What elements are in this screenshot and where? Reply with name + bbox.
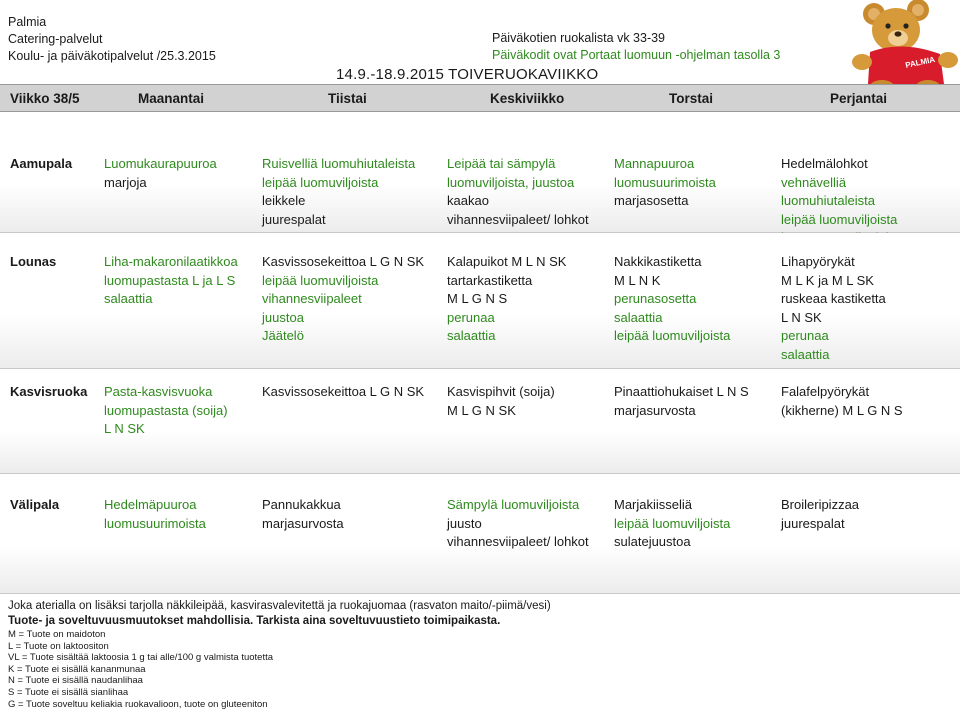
day-wednesday: Keskiviikko — [490, 91, 565, 106]
menu-item: ruskeaa kastiketta — [781, 291, 886, 306]
menu-item: salaattia — [104, 291, 153, 306]
cell-wednesday — [447, 383, 555, 420]
menu-item: M L K ja M L SK — [781, 272, 874, 288]
service-name: Catering-palvelut — [8, 32, 103, 46]
week-number: Viikko 38/5 — [10, 91, 80, 106]
menu-subtitle: Päiväkodit ovat Portaat luomuun -ohjelman tasolla 3 — [492, 48, 781, 62]
menu-item: luomusuurimoista — [104, 515, 206, 531]
menu-item: salaattia — [447, 328, 496, 343]
legend-item: M = Tuote on maidoton — [8, 629, 106, 640]
menu-item: M L G N SK — [447, 402, 516, 418]
menu-item: juustoa — [262, 309, 304, 325]
menu-item: Hedelmäpuuroa — [104, 497, 197, 512]
cell-thursday — [614, 496, 730, 552]
cell-tuesday — [262, 383, 424, 402]
cell-friday — [781, 383, 903, 420]
day-thursday: Torstai — [669, 91, 714, 106]
footer-disclaimer: Tuote- ja soveltuvuusmuutokset mahdollisia. Tarkista aina soveltuvuustieto toimipaikasta. — [8, 614, 501, 627]
day-tuesday: Tiistai — [328, 91, 367, 106]
menu-item: luomuhiutaleista — [781, 193, 875, 208]
menu-item: Liha-makaronilaatikkoa — [104, 254, 238, 269]
menu-item: vihannesviipaleet/ lohkot — [447, 534, 589, 549]
day-monday: Maanantai — [138, 91, 205, 106]
legend-item: N = Tuote ei sisällä naudanlihaa — [8, 675, 143, 687]
menu-item: luomupastasta (soija) — [104, 402, 228, 418]
menu-item: leikkele — [262, 193, 306, 208]
menu-item: Nakkikastiketta — [614, 254, 702, 269]
meal-label: Aamupala — [10, 156, 73, 171]
meal-row-kasvisruoka — [0, 369, 960, 474]
cell-monday — [104, 496, 206, 533]
cell-thursday — [614, 155, 716, 211]
week-title: 14.9.-18.9.2015 TOIVERUOKAVIIKKO — [336, 66, 599, 83]
legend-item: VL = Tuote sisältää laktoosia 1 g tai alle/100 g valmista tuotetta — [8, 652, 274, 664]
meal-label: Lounas — [10, 254, 57, 269]
cell-tuesday — [262, 253, 424, 346]
cell-monday — [104, 383, 228, 439]
department-date: Koulu- ja päiväkotipalvelut /25.3.2015 — [8, 49, 216, 63]
menu-item: Hedelmälohkot — [781, 156, 868, 171]
menu-item: Jäätelö — [262, 328, 304, 343]
cell-wednesday — [447, 253, 566, 346]
legend-item: K = Tuote ei sisällä kananmunaa — [8, 663, 146, 675]
menu-item: marjasosetta — [614, 193, 689, 208]
company-name: Palmia — [8, 15, 47, 29]
cell-tuesday — [262, 496, 344, 533]
meal-row-aamupala — [0, 112, 960, 233]
cell-wednesday — [447, 496, 589, 552]
menu-item: marjasurvosta — [614, 402, 696, 418]
menu-item: leipää luomuviljoista — [614, 515, 731, 531]
menu-item: M L G N S — [447, 291, 508, 306]
menu-item: Kalapuikot M L N SK — [447, 254, 567, 269]
menu-title: Päiväkotien ruokalista vk 33-39 — [492, 31, 666, 45]
menu-item: Luomukaurapuuroa — [104, 156, 217, 171]
menu-item: salaattia — [614, 309, 663, 325]
menu-item: Falafelpyörykät — [781, 384, 870, 399]
teddy-bear-logo — [844, 0, 960, 96]
menu-item: vihannesviipaleet — [262, 291, 362, 306]
cell-friday — [781, 496, 859, 533]
menu-item: salaattia — [781, 346, 830, 362]
menu-item: Ruisvelliä luomuhiutaleista — [262, 156, 416, 171]
menu-item: Mannapuuroa — [614, 156, 695, 171]
menu-table — [0, 84, 960, 594]
cell-thursday — [614, 383, 749, 420]
cell-tuesday — [262, 155, 415, 229]
menu-item: luomupastasta L ja L S — [104, 272, 236, 288]
logo-text: PALMIA — [904, 54, 936, 70]
legend-item: L = Tuote on laktoositon — [8, 640, 109, 652]
menu-item: sulatejuustoa — [614, 534, 691, 549]
menu-item: Broileripizzaa — [781, 497, 860, 512]
menu-item: Pannukakkua — [262, 497, 341, 512]
menu-item: juusto — [447, 515, 482, 531]
menu-item: Marjakiisseliä — [614, 497, 693, 512]
menu-item: Lihapyörykät — [781, 254, 855, 269]
menu-item: marjoja — [104, 174, 147, 190]
legend-item: G = Tuote soveltuu keliakia ruokavalioon, tuote on gluteeniton — [8, 698, 268, 710]
day-header-row — [0, 84, 960, 112]
cell-wednesday — [447, 155, 589, 229]
menu-item: Pinaattiohukaiset L N S — [614, 384, 749, 399]
header-left — [8, 14, 216, 65]
menu-item: L N SK — [104, 421, 145, 436]
menu-item: Kasvissosekeittoa L G N SK — [262, 254, 425, 269]
menu-item: kaakao — [447, 193, 489, 208]
menu-item: L N SK — [781, 309, 822, 325]
menu-item: leipää luomuviljoista — [781, 211, 898, 227]
footer-meal-extras: Joka aterialla on lisäksi tarjolla näkkileipää, kasvirasvalevitettä ja ruokajuomaa (rasvaton maito/-piimä/vesi) — [8, 600, 551, 612]
meal-row-lounas — [0, 233, 960, 369]
meal-label: Välipala — [10, 497, 60, 512]
day-friday: Perjantai — [830, 91, 888, 106]
menu-item: perunaa — [447, 309, 495, 325]
menu-item: Leipää tai sämpylä — [447, 156, 556, 171]
menu-item: (kikherne) M L G N S — [781, 402, 903, 418]
legend-item: S = Tuote ei sisällä sianlihaa — [8, 686, 129, 698]
footer-notes — [8, 600, 551, 710]
menu-item: juurespalat — [262, 211, 326, 227]
menu-item: Pasta-kasvisvuoka — [104, 384, 213, 399]
menu-item: leipää luomuviljoista — [614, 328, 731, 343]
menu-item: Sämpylä luomuviljoista — [447, 497, 580, 512]
menu-item: M L N K — [614, 272, 661, 288]
menu-item: leipää luomuviljoista — [262, 272, 379, 288]
menu-item: marjasurvosta — [262, 515, 344, 531]
menu-item: leipää luomuviljoista — [262, 174, 379, 190]
menu-item: luomuviljoista, juustoa — [447, 174, 575, 190]
cell-thursday — [614, 253, 730, 346]
menu-item: Kasvissosekeittoa L G N SK — [262, 384, 425, 399]
menu-item: Kasvispihvit (soija) — [447, 384, 555, 399]
menu-item: perunaa — [781, 328, 829, 343]
cell-friday — [781, 253, 886, 364]
header-center — [492, 30, 780, 64]
cell-monday — [104, 253, 238, 309]
menu-item: perunasosetta — [614, 291, 697, 306]
menu-item: juurespalat — [781, 515, 845, 531]
meal-label: Kasvisruoka — [10, 384, 88, 399]
menu-item: luomusuurimoista — [614, 174, 716, 190]
menu-item: tartarkastiketta — [447, 272, 533, 288]
menu-item: vehnävelliä — [781, 174, 847, 190]
menu-item: vihannesviipaleet/ lohkot — [447, 211, 589, 227]
cell-monday — [104, 155, 217, 192]
meal-row-valipala — [0, 474, 960, 594]
